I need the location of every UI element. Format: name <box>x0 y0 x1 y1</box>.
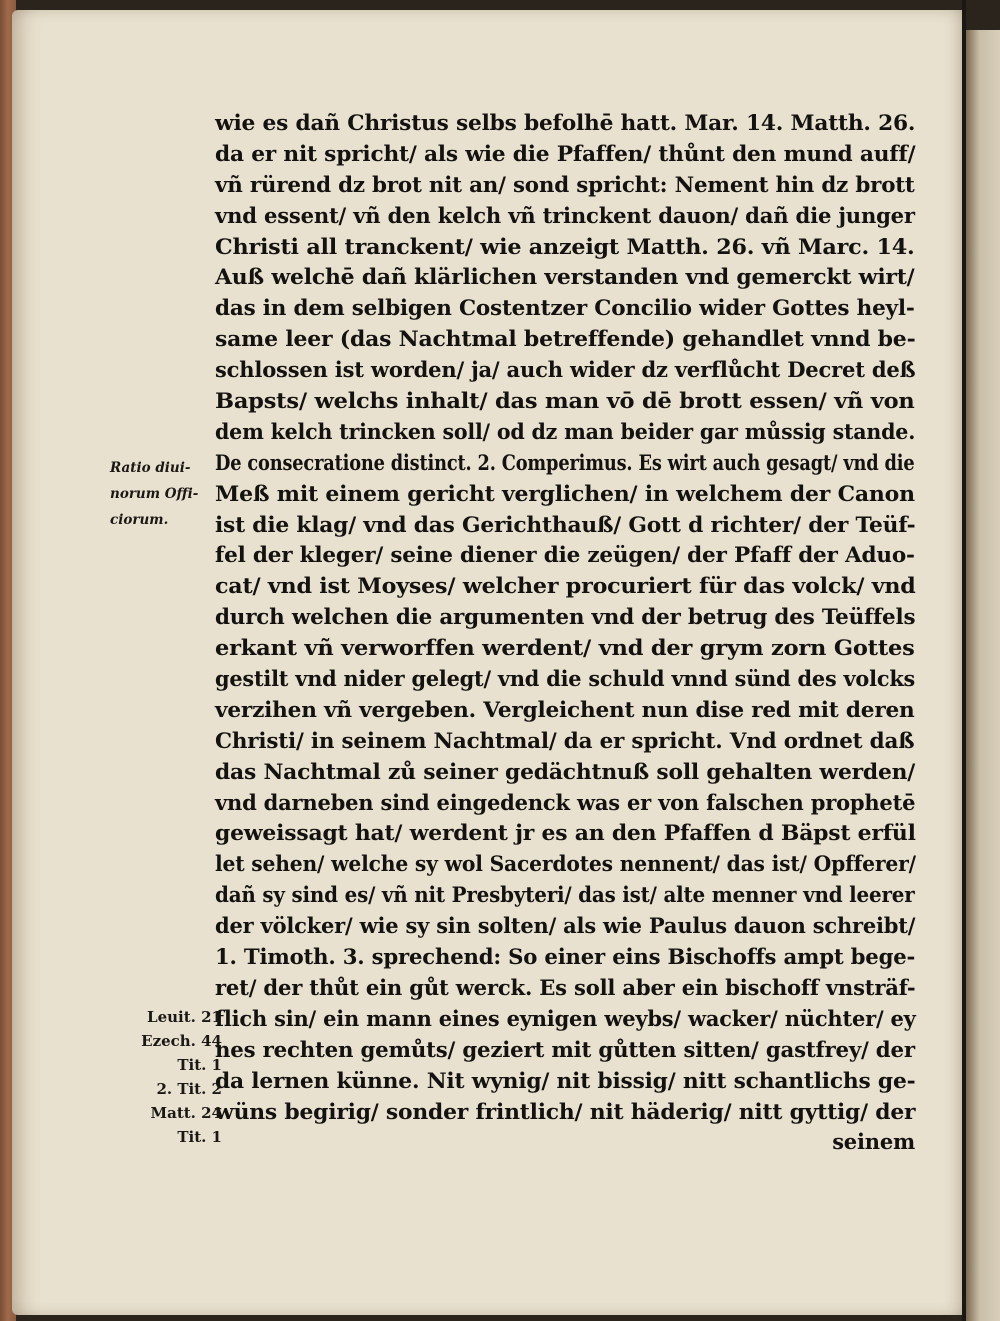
text-line: fel der kleger/ seine diener die zeügen/ der Pfaff der Aduo- <box>215 542 915 568</box>
text-line: vñ rürend dz brot nit an/ sond spricht: Nement hin dz brott <box>215 171 915 197</box>
text-line: let sehen/ welche sy wol Sacerdotes nennent/ das ist/ Opfferer/ <box>215 851 916 877</box>
text-line: same leer (das Nachtmal betreffende) gehandlet vnnd be- <box>215 326 916 352</box>
text-line: da er nit spricht/ als wie die Pfaffen/ thůnt den mund auff/ <box>215 140 916 166</box>
text-line: geweissagt hat/ werdent jr es an den Pfaffen d Bäpst erfül <box>215 820 916 846</box>
text-line: vnd essent/ vñ den kelch vñ trinckent dauon/ dañ die junger <box>215 202 915 228</box>
text-line: dañ sy sind es/ vñ nit Presbyteri/ das ist/ alte menner vnd leerer <box>215 882 915 908</box>
text-line: durch welchen die argumenten vnd der betrug des Teüffels <box>215 604 916 630</box>
margin-note-line: Ratio diui- <box>110 460 191 476</box>
text-line: das Nachtmal zů seiner gedächtnuß soll gehalten werden/ <box>215 758 916 784</box>
margin-ref: 2. Tit. 2 <box>156 1080 222 1098</box>
margin-references <box>122 1005 222 1149</box>
text-line: 1. Timoth. 3. sprechend: So einer eins Bischoffs ampt bege- <box>215 944 916 970</box>
margin-note-line: ciorum. <box>110 512 169 528</box>
text-line: der völcker/ wie sy sin solten/ als wie Paulus dauon schreibt/ <box>215 913 916 939</box>
catchword: seinem <box>832 1129 915 1155</box>
text-line: Auß welchē dañ klärlichen verstanden vnd gemerckt wirt/ <box>215 264 915 290</box>
text-line: Christi/ in seinem Nachtmal/ da er spricht. Vnd ordnet daß <box>215 727 915 753</box>
text-line: verzihen vñ vergeben. Vergleichent nun dise red mit deren <box>215 696 915 722</box>
text-line: Christi all tranckent/ wie anzeigt Matth. 26. vñ Marc. 14. <box>215 233 915 259</box>
text-line: Meß mit einem gericht verglichen/ in welchem der Canon <box>215 480 915 506</box>
text-line: erkant vñ verworffen werdent/ vnd der grym zorn Gottes <box>215 635 915 661</box>
text-line: De consecratione distinct. 2. Comperimus. Es wirt auch gesagt/ vnd die <box>215 449 915 475</box>
margin-ref: Matt. 24 <box>150 1104 222 1122</box>
text-line: ist die klag/ vnd das Gerichthauß/ Gott d richter/ der Teüf- <box>215 511 916 537</box>
margin-ref: Tit. 1 <box>177 1056 222 1074</box>
margin-note <box>110 455 210 533</box>
text-line: vnd darneben sind eingedenck was er von falschen prophetē <box>215 789 916 815</box>
text-line: ret/ der thůt ein gůt werck. Es soll aber ein bischoff vnsträf- <box>215 974 916 1000</box>
text-line: gestilt vnd nider gelegt/ vnd die schuld vnnd sünd des volcks <box>215 666 916 692</box>
body-text <box>215 108 915 1158</box>
margin-ref: Ezech. 44 <box>141 1032 222 1050</box>
margin-note-line: norum Offi- <box>110 486 199 502</box>
text-line: da lernen künne. Nit wynig/ nit bissig/ nitt schantlichs ge- <box>215 1067 916 1093</box>
text-line: nes rechten gemůts/ geziert mit gůtten sitten/ gastfrey/ der <box>215 1036 915 1062</box>
text-line: cat/ vnd ist Moyses/ welcher procuriert für das volck/ vnd <box>215 573 916 599</box>
text-line: wüns begirig/ sonder frintlich/ nit häderig/ nitt gyttig/ der <box>215 1098 916 1124</box>
text-line: schlossen ist worden/ ja/ auch wider dz verflůcht Decret deß <box>215 357 916 383</box>
margin-ref: Tit. 1 <box>177 1128 222 1146</box>
text-line: dem kelch trincken soll/ od dz man beider gar můssig stande. <box>215 418 916 444</box>
facing-page-edge <box>966 30 1000 1321</box>
margin-ref: Leuit. 21 <box>147 1008 222 1026</box>
text-line: flich sin/ ein mann eines eynigen weybs/ wacker/ nüchter/ ey <box>215 1005 916 1031</box>
text-line: das in dem selbigen Costentzer Concilio wider Gottes heyl- <box>215 295 915 321</box>
text-line: Bapsts/ welchs inhalt/ das man vō dē brott essen/ vñ von <box>215 388 915 414</box>
text-line: wie es dañ Christus selbs befolhē hatt. Mar. 14. Matth. 26. <box>215 110 916 135</box>
